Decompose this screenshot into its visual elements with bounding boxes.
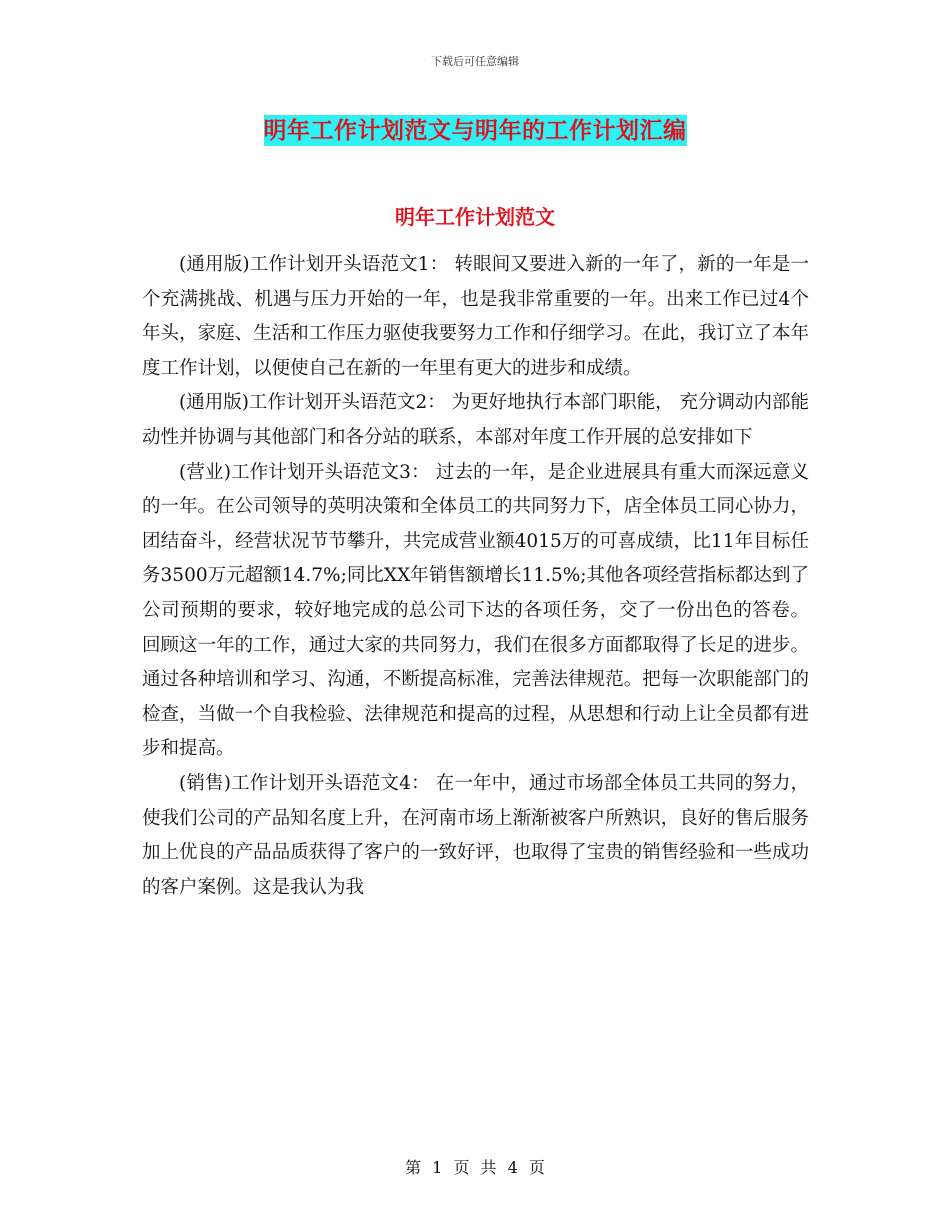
paragraph-3: (营业)工作计划开头语范文3： 过去的一年，是企业进展具有重大而深远意义的一年。在公司领导的英明决策和全体员工的共同努力下，店全体员工同心协力，团结奋斗，经营状况节节攀升，共完成营业额4015万的可喜成绩，比11年目标任务3500万元超额14.7%;同比XX年销售额增长11.5%;其他各项经营指标都达到了公司预期的要求，较好地完成的总公司下达的各项任务，交了一份出色的答卷。 回顾这一年的工作，通过大家的共同努力，我们在很多方面都取得了长足的进步。通过各种培训和学习、沟通，不断提高标准，完善法律规范。把每一次职能部门的检查，当做一个自我检验、法律规范和提高的过程，从思想和行动上让全员都有进步和提高。 xyxy=(142,461,809,760)
paragraph-1: (通用版)工作计划开头语范文1： 转眼间又要进入新的一年了，新的一年是一个充满挑战、机遇与压力开始的一年，也是我非常重要的一年。出来工作已过4个年头，家庭、生活和工作压力驱使我要努力工作和仔细学习。在此，我订立了本年度工作计划，以便使自己在新的一年里有更大的进步和成绩。 xyxy=(142,254,809,379)
page-footer: 第 1 页 共 4 页 xyxy=(405,1158,545,1177)
document-title-text: 明年工作计划范文与明年的工作计划汇编 xyxy=(263,117,687,144)
header-note: 下载后可任意编辑 xyxy=(431,55,519,68)
section-title: 明年工作计划范文 xyxy=(395,205,555,229)
body-text xyxy=(142,248,809,905)
document-title xyxy=(0,112,950,145)
paragraph-2: (通用版)工作计划开头语范文2： 为更好地执行本部门职能， 充分调动内部能动性并协调与其他部门和各分站的联系，本部对年度工作开展的总安排如下 xyxy=(142,392,809,448)
paragraph-4: (销售)工作计划开头语范文4： 在一年中，通过市场部全体员工共同的努力，使我们公司的产品知名度上升，在河南市场上渐渐被客户所熟识，良好的售后服务加上优良的产品品质获得了客户的一致好评，也取得了宝贵的销售经验和一些成功的客户案例。这是我认为我 xyxy=(142,772,809,898)
